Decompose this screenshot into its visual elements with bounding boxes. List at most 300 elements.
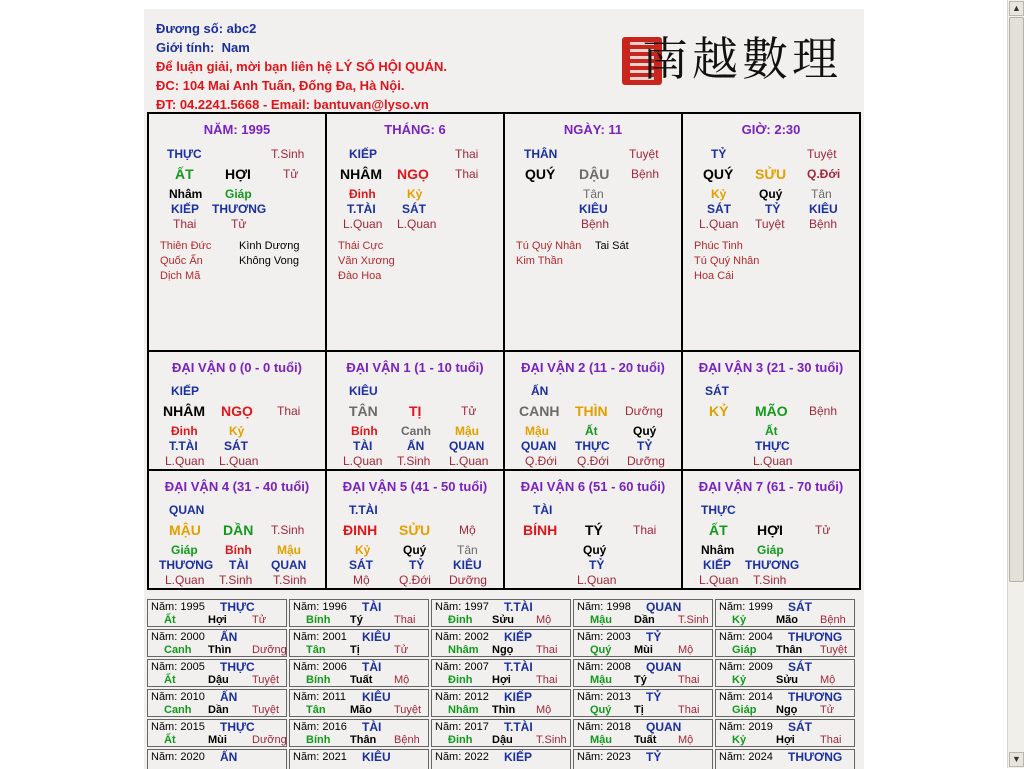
year-stem: Giáp (732, 704, 757, 716)
year-branch: Sửu (776, 674, 799, 686)
year-cell (147, 749, 287, 769)
year-stem: Giáp (732, 644, 757, 656)
dv-hidden-god: THƯƠNG (745, 558, 800, 572)
dv-hidden-god: ẤN (407, 439, 425, 453)
hidden-god: KIÊU (579, 202, 608, 216)
year-god: QUAN (646, 600, 682, 614)
dv-stage: Dưỡng (625, 404, 663, 418)
year-stage: Mộ (536, 614, 552, 626)
dv-hidden-stem: Quý (633, 424, 657, 438)
dv-hidden-stage: T.Sinh (219, 573, 253, 587)
dv-hidden-stem: Mậu (277, 543, 301, 557)
dv-hidden-god: T.TÀI (169, 439, 198, 453)
year-branch: Tý (350, 614, 363, 626)
year-branch: Dần (634, 614, 655, 626)
year-branch: Ngọ (776, 704, 798, 716)
pillar-stem: QUÝ (703, 166, 734, 182)
year-label: Năm: 2021 (293, 751, 347, 763)
hidden-stem: Giáp (225, 187, 252, 201)
dv-hidden-stage: L.Quan (577, 573, 617, 587)
year-god: SÁT (788, 600, 812, 614)
dv-hidden-stem: Quý (403, 543, 427, 557)
year-label: Năm: 1998 (577, 601, 631, 613)
year-branch: Tuất (634, 734, 657, 746)
dv-hidden-stage: L.Quan (449, 454, 489, 468)
pillar-branch: SỬU (755, 166, 787, 182)
year-branch: Tị (634, 704, 644, 716)
year-stem: Quý (590, 644, 612, 656)
dv-stem: ĐINH (343, 522, 378, 538)
year-branch: Tý (634, 674, 647, 686)
dv-hidden-god: TỶ (409, 558, 425, 572)
dv-hidden-stage: Mộ (353, 573, 370, 587)
year-cell (715, 629, 855, 657)
dv-branch: THÌN (575, 403, 608, 419)
year-cell (573, 719, 713, 747)
pillar-stage2: Q.Đới (807, 167, 841, 181)
year-cell (147, 599, 287, 627)
star-list-left (160, 239, 211, 284)
year-stage: Mộ (820, 674, 836, 686)
dv-hidden-god: QUAN (449, 439, 485, 453)
dv-hidden-god: QUAN (521, 439, 557, 453)
star: Đào Hoa (338, 270, 382, 282)
dv-top-god: KIẾP (171, 384, 200, 398)
dai-van-title: ĐẠI VẬN 4 (31 - 40 tuổi) (164, 479, 310, 494)
year-label: Năm: 2001 (293, 631, 347, 643)
year-label: Năm: 2007 (435, 661, 489, 673)
year-cell (147, 629, 287, 657)
year-god: TỶ (646, 750, 662, 764)
year-branch: Sửu (492, 614, 515, 626)
year-cell (431, 749, 571, 769)
pillar-branch: HỢI (225, 166, 251, 182)
year-stem: Tân (306, 704, 326, 716)
hidden-stem: Nhâm (169, 187, 203, 201)
year-cell (431, 659, 571, 687)
hidden-god: KIÊU (809, 202, 838, 216)
dv-hidden-god: KIÊU (453, 558, 482, 572)
year-label: Năm: 2012 (435, 691, 489, 703)
pillar-stage2: Thai (455, 167, 479, 181)
year-cell (289, 689, 429, 717)
dai-van-title: ĐẠI VẬN 2 (11 - 20 tuổi) (521, 360, 665, 375)
year-god: KIÊU (362, 630, 391, 644)
year-stage: Tuyệt (252, 674, 280, 686)
pillar-month (327, 114, 505, 352)
dv-hidden-stem: Kỷ (355, 543, 371, 557)
year-stage: Tử (394, 644, 409, 656)
star: Tú Quý Nhân (516, 240, 582, 252)
year-god: SÁT (788, 720, 812, 734)
year-cell (289, 599, 429, 627)
address-line: ĐC: 104 Mai Anh Tuấn, Đống Đa, Hà Nội. (156, 78, 405, 93)
year-god: T.TÀI (504, 720, 533, 734)
dv-top-god: TÀI (533, 503, 553, 517)
star: Dịch Mã (160, 270, 201, 282)
hidden-stem: Tân (811, 187, 832, 201)
year-stage: Mộ (678, 734, 694, 746)
year-stage: Thai (394, 614, 416, 626)
dv-hidden-stage: L.Quan (165, 573, 205, 587)
year-branch: Ngọ (492, 644, 514, 656)
dai-van-title: ĐẠI VẬN 0 (0 - 0 tuổi) (171, 360, 302, 375)
year-branch: Hợi (776, 734, 795, 746)
star-list-left (338, 239, 395, 284)
hidden-god: SÁT (402, 202, 426, 216)
pillar-top-god: THỰC (167, 147, 202, 161)
dv-hidden-stem: Ất (765, 424, 778, 438)
dv-hidden-stage: L.Quan (753, 454, 793, 468)
year-god: QUAN (646, 720, 682, 734)
year-stage: Mộ (536, 704, 552, 716)
dai-van-title: ĐẠI VẬN 5 (41 - 50 tuổi) (342, 479, 488, 494)
owner-label: Đương số: (156, 21, 224, 36)
dv-hidden-god: SÁT (349, 558, 373, 572)
dv-hidden-stem: Đinh (171, 424, 198, 438)
hidden-stage: Tuyệt (755, 217, 785, 231)
year-label: Năm: 1999 (719, 601, 773, 613)
dv-hidden-stem: Nhâm (701, 543, 735, 557)
year-branch: Tuất (350, 674, 373, 686)
year-stage: Tuyệt (252, 704, 280, 716)
dai-van-4 (149, 471, 327, 588)
year-god: THƯƠNG (788, 750, 843, 764)
year-cell (147, 719, 287, 747)
year-god: KIÊU (362, 690, 391, 704)
gender-value: Nam (221, 40, 250, 55)
dv-branch: NGỌ (221, 403, 253, 419)
year-stem: Ất (164, 614, 176, 626)
dv-hidden-stage: Q.Đới (577, 454, 609, 468)
owner-value: abc2 (226, 21, 257, 36)
year-branch: Hợi (208, 614, 227, 626)
year-stage: Thai (678, 674, 700, 686)
year-cell (715, 659, 855, 687)
year-label: Năm: 2005 (151, 661, 205, 673)
dv-branch: TỊ (409, 403, 422, 419)
year-branch: Mão (350, 704, 372, 716)
year-stem: Đinh (448, 674, 473, 686)
dv-hidden-stem: Bính (225, 543, 252, 557)
dai-van-3 (683, 352, 859, 471)
hidden-stem: Kỷ (407, 187, 423, 201)
year-cell (573, 629, 713, 657)
dai-van-title: ĐẠI VẬN 1 (1 - 10 tuổi) (346, 360, 484, 375)
year-god: KIẾP (504, 630, 533, 644)
dai-van-title: ĐẠI VẬN 3 (21 - 30 tuổi) (698, 360, 844, 375)
hidden-stem: Đinh (349, 187, 376, 201)
year-label: Năm: 1997 (435, 601, 489, 613)
year-label: Năm: 1996 (293, 601, 347, 613)
dv-top-god: KIÊU (349, 384, 378, 398)
year-stem: Mậu (590, 734, 612, 746)
hidden-stage: L.Quan (397, 217, 437, 231)
year-cell (289, 749, 429, 769)
dv-hidden-stem: Canh (401, 424, 431, 438)
dv-top-god: ẤN (531, 384, 549, 398)
year-cell (715, 719, 855, 747)
pillar-top-god: KIẾP (349, 147, 378, 161)
star: Quốc Ấn (160, 255, 203, 267)
star: Kim Thần (516, 255, 563, 267)
hidden-god: T.TÀI (347, 202, 376, 216)
star-list-right (595, 239, 629, 254)
year-stage: T.Sinh (678, 614, 709, 626)
dv-branch: TÝ (585, 522, 603, 538)
year-god: TÀI (362, 660, 382, 674)
dv-hidden-god: THỰC (755, 439, 790, 453)
dv-hidden-god: TÀI (229, 558, 249, 572)
pillar-day (505, 114, 683, 352)
year-stem: Ất (164, 674, 176, 686)
year-god: T.TÀI (504, 600, 533, 614)
pillar-stem: QUÝ (525, 166, 556, 182)
dv-stem: KỶ (709, 403, 729, 419)
year-cell (573, 749, 713, 769)
year-cell (715, 749, 855, 769)
year-stem: Kỷ (732, 734, 747, 746)
star-list-right (239, 239, 299, 269)
year-label: Năm: 2008 (577, 661, 631, 673)
year-cell (289, 629, 429, 657)
logo (622, 19, 862, 89)
year-label: Năm: 2003 (577, 631, 631, 643)
star: Không Vong (239, 255, 299, 267)
dv-hidden-stem: Quý (583, 543, 607, 557)
star: Tai Sát (595, 240, 629, 252)
pillar-top-god: THÂN (524, 147, 558, 161)
year-label: Năm: 2020 (151, 751, 205, 763)
contact-line: Để luận giải, mời bạn liên hệ LÝ SỐ HỘI QUÁN. (156, 59, 447, 74)
year-stage: Tử (820, 704, 835, 716)
dv-hidden-stem: Mậu (525, 424, 549, 438)
star: Kình Dương (239, 240, 300, 252)
dai-van-title: ĐẠI VẬN 6 (51 - 60 tuổi) (520, 479, 666, 494)
year-branch: Mùi (208, 734, 227, 746)
pillar-stage: Thai (455, 147, 479, 161)
pillar-stem: ẤT (175, 166, 194, 182)
pillar-branch: DẬU (579, 166, 610, 182)
dv-hidden-stage: L.Quan (165, 454, 205, 468)
pillar-title: NGÀY: 11 (563, 122, 623, 137)
year-god: QUAN (646, 660, 682, 674)
year-god: KIÊU (362, 750, 391, 764)
dv-hidden-stem: Mậu (455, 424, 479, 438)
hidden-stage: L.Quan (699, 217, 739, 231)
dv-hidden-god: THỰC (575, 439, 610, 453)
dv-hidden-god: TỶ (589, 558, 605, 572)
hidden-stage: Tử (231, 217, 247, 231)
year-cell (715, 599, 855, 627)
dv-hidden-stem: Giáp (171, 543, 198, 557)
scroll-thumb[interactable] (1009, 17, 1024, 582)
star: Thái Cực (338, 240, 384, 252)
pillar-title: THÁNG: 6 (384, 122, 446, 137)
year-stage: T.Sinh (536, 734, 567, 746)
dv-stem: MẬU (169, 522, 201, 538)
year-god: ẤN (220, 690, 238, 704)
hidden-stem: Tân (583, 187, 604, 201)
dai-van-0 (149, 352, 327, 471)
year-cell (573, 599, 713, 627)
year-label: Năm: 2004 (719, 631, 773, 643)
vertical-scrollbar[interactable] (1007, 0, 1024, 768)
year-stage: Dưỡng (252, 734, 287, 746)
dv-stem: CANH (519, 403, 560, 419)
year-branch: Thân (350, 734, 377, 746)
year-label: Năm: 2018 (577, 721, 631, 733)
year-god: T.TÀI (504, 660, 533, 674)
pillar-stem: NHÂM (340, 166, 382, 182)
hidden-god: THƯƠNG (212, 202, 267, 216)
dv-hidden-stage: L.Quan (219, 454, 259, 468)
pillar-stage2: Bệnh (631, 167, 660, 181)
year-label: Năm: 2016 (293, 721, 347, 733)
hidden-stage: Thai (173, 217, 197, 231)
year-stem: Mậu (590, 614, 612, 626)
year-label: Năm: 2019 (719, 721, 773, 733)
scroll-up-icon[interactable]: ▲ (1009, 1, 1024, 16)
year-label: Năm: 1995 (151, 601, 205, 613)
dv-hidden-stem: Ất (585, 424, 598, 438)
year-stem: Đinh (448, 614, 473, 626)
year-branch: Dần (208, 704, 229, 716)
pillar-top-god: TỶ (711, 147, 727, 161)
dai-van-6 (505, 471, 683, 588)
dai-van-title: ĐẠI VẬN 7 (61 - 70 tuổi) (698, 479, 844, 494)
year-god: ẤN (220, 630, 238, 644)
hidden-stem: Quý (759, 187, 783, 201)
year-god: THỰC (220, 600, 255, 614)
scroll-down-icon[interactable]: ▼ (1009, 752, 1024, 767)
year-god: THỰC (220, 720, 255, 734)
year-branch: Thân (776, 644, 803, 656)
year-branch: Dậu (208, 674, 229, 686)
hidden-god: TỶ (765, 202, 781, 216)
year-cell (431, 629, 571, 657)
year-branch: Dậu (492, 734, 513, 746)
year-god: KIẾP (504, 690, 533, 704)
dv-hidden-god: QUAN (271, 558, 307, 572)
year-stage: Thai (536, 644, 558, 656)
year-label: Năm: 2002 (435, 631, 489, 643)
dv-top-god: SÁT (705, 384, 729, 398)
dai-van-5 (327, 471, 505, 588)
year-stage: Thai (536, 674, 558, 686)
year-cell (573, 659, 713, 687)
dv-hidden-god: THƯƠNG (159, 558, 214, 572)
year-god: ẤN (220, 750, 238, 764)
dv-hidden-stage: T.Sinh (397, 454, 431, 468)
year-stem: Bính (306, 734, 331, 746)
dv-top-god: THỰC (701, 503, 736, 517)
year-label: Năm: 2014 (719, 691, 773, 703)
dv-hidden-stage: L.Quan (343, 454, 383, 468)
dv-stem: NHÂM (163, 403, 205, 419)
year-stage: Bệnh (820, 614, 846, 626)
gender-label: Giới tính: (156, 40, 215, 55)
year-stage: Thai (678, 704, 700, 716)
year-stem: Quý (590, 704, 612, 716)
year-cell (289, 659, 429, 687)
year-stage: Mộ (678, 644, 694, 656)
year-stem: Bính (306, 674, 331, 686)
dai-van-1 (327, 352, 505, 471)
pillar-stage: T.Sinh (271, 147, 305, 161)
year-stage: Bệnh (394, 734, 420, 746)
year-stage: Thai (820, 734, 842, 746)
star: Phúc Tinh (694, 240, 743, 252)
dv-stem: ẤT (709, 522, 728, 538)
year-stage: Tuyệt (820, 644, 848, 656)
hidden-god: KIẾP (171, 202, 200, 216)
dv-branch: SỬU (399, 522, 431, 538)
year-stem: Canh (164, 644, 192, 656)
year-cell (431, 719, 571, 747)
dv-hidden-stage: Dưỡng (627, 454, 665, 468)
dv-top-god: T.TÀI (349, 503, 378, 517)
year-cell (147, 659, 287, 687)
year-label: Năm: 2011 (293, 691, 346, 703)
pillar-title: NĂM: 1995 (203, 122, 271, 137)
pillar-hour (683, 114, 859, 352)
dv-stem: BÍNH (523, 522, 558, 538)
dv-branch: DẦN (223, 522, 254, 538)
year-label: Năm: 2022 (435, 751, 489, 763)
year-god: KIẾP (504, 750, 533, 764)
dv-hidden-stage: T.Sinh (753, 573, 787, 587)
year-god: TỶ (646, 690, 662, 704)
dv-hidden-stem: Kỷ (229, 424, 245, 438)
year-cell (573, 689, 713, 717)
year-stem: Tân (306, 644, 326, 656)
phone-email-line: ĐT: 04.2241.5668 - Email: bantuvan@lyso.vn (156, 97, 429, 112)
dv-branch: HỢI (757, 522, 783, 538)
year-god: TÀI (362, 720, 382, 734)
dv-hidden-stage: Q.Đới (525, 454, 557, 468)
dv-hidden-stem: Bính (351, 424, 378, 438)
hidden-stage: Bệnh (581, 217, 610, 231)
year-branch: Thìn (492, 704, 516, 716)
dv-hidden-god: KIẾP (703, 558, 732, 572)
hidden-god: SÁT (707, 202, 731, 216)
year-label: Năm: 2017 (435, 721, 489, 733)
dv-hidden-god: TỶ (637, 439, 653, 453)
pillar-stage2: Tử (283, 167, 299, 181)
year-cell (431, 599, 571, 627)
year-stage: Mộ (394, 674, 410, 686)
year-cell (715, 689, 855, 717)
dv-hidden-stage: Dưỡng (449, 573, 487, 587)
year-stem: Đinh (448, 734, 473, 746)
year-stem: Bính (306, 614, 331, 626)
year-label: Năm: 2000 (151, 631, 205, 643)
year-label: Năm: 2013 (577, 691, 631, 703)
pillar-branch: NGỌ (397, 166, 429, 182)
pillar-stage: Tuyệt (807, 147, 837, 161)
year-label: Năm: 2006 (293, 661, 347, 673)
pillar-year (149, 114, 327, 352)
year-branch: Mão (776, 614, 798, 626)
year-branch: Thìn (208, 644, 232, 656)
star: Hoa Cái (694, 270, 734, 282)
dv-hidden-stem: Tân (457, 543, 478, 557)
star: Văn Xương (338, 255, 395, 267)
year-god: THƯƠNG (788, 690, 843, 704)
dv-hidden-stem: Giáp (757, 543, 784, 557)
year-stem: Kỷ (732, 674, 747, 686)
